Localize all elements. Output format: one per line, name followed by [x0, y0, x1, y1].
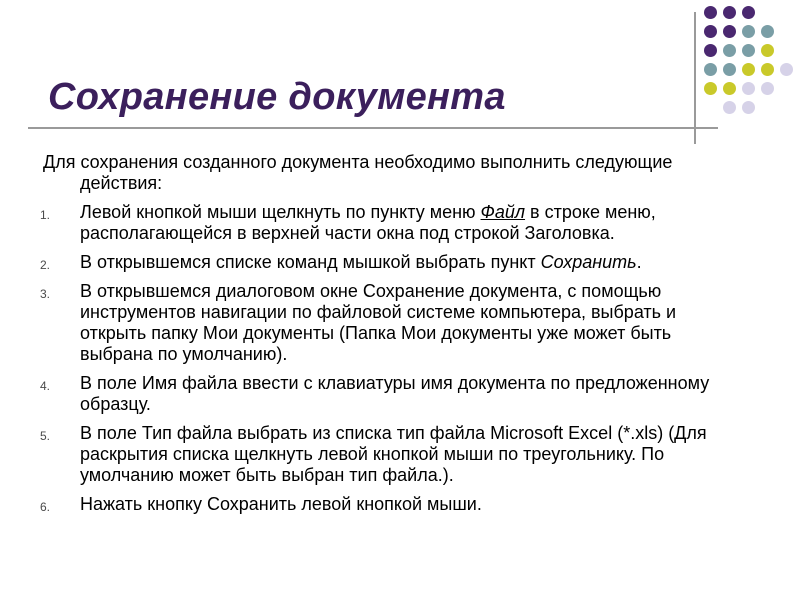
decorative-dot — [723, 82, 736, 95]
intro-text: Для сохранения созданного документа необходимо выполнить следующие действия: — [43, 152, 673, 193]
decorative-dot — [723, 25, 736, 38]
decorative-dot — [742, 63, 755, 76]
list-number: 5. — [40, 429, 51, 443]
decorative-dot — [704, 82, 717, 95]
decorative-dot — [704, 63, 717, 76]
save-command-term: Сохранить — [540, 252, 637, 272]
list-item — [40, 202, 740, 244]
decorative-dot — [723, 63, 736, 76]
list-item — [40, 281, 740, 365]
steps-list — [40, 202, 740, 515]
decorative-dot — [742, 101, 755, 114]
step-text: в строке меню, располагающейся в верхней части окна под строкой Заголовка. — [80, 202, 656, 243]
list-item — [40, 252, 740, 273]
decorative-dot — [704, 44, 717, 57]
decorative-dot — [761, 44, 774, 57]
decorative-dot — [742, 6, 755, 19]
list-item — [40, 494, 740, 515]
decorative-dot — [704, 25, 717, 38]
decorative-dot — [780, 63, 793, 76]
step-text: В поле Имя файла ввести с клавиатуры имя документа по предложенному образцу. — [80, 373, 710, 414]
decorative-dot — [742, 25, 755, 38]
step-text: . — [636, 252, 642, 272]
list-number: 6. — [40, 500, 51, 514]
list-number: 2. — [40, 258, 51, 272]
list-number: 4. — [40, 379, 51, 393]
list-number: 3. — [40, 287, 51, 301]
step-text: Левой кнопкой мыши щелкнуть по пункту меню — [80, 202, 481, 222]
decorative-dot — [723, 6, 736, 19]
decorative-dot — [723, 101, 736, 114]
list-number: 1. — [40, 208, 51, 222]
decorative-dot — [704, 6, 717, 19]
decorative-dot — [761, 63, 774, 76]
list-item — [40, 373, 740, 415]
vertical-divider — [694, 12, 696, 144]
decorative-dot — [723, 44, 736, 57]
slide-body — [40, 152, 740, 523]
menu-file-term: Файл — [480, 202, 526, 222]
step-text: Нажать кнопку Сохранить левой кнопкой мыши. — [80, 494, 482, 514]
decorative-dot — [742, 44, 755, 57]
decorative-dot — [761, 25, 774, 38]
step-text: В поле Тип файла выбрать из списка тип файла Microsoft Excel (*.xls) (Для раскрытия списка щелкнуть левой кнопкой мыши по треугольнику. По умолчанию может быть выбран тип файла.). — [80, 423, 707, 485]
slide-title: Сохранение документа — [48, 76, 506, 118]
list-item — [40, 423, 740, 486]
horizontal-divider — [28, 127, 718, 129]
step-text: В открывшемся списке команд мышкой выбрать пункт — [80, 252, 541, 272]
decorative-dot — [761, 82, 774, 95]
step-text: В открывшемся диалоговом окне Сохранение документа, с помощью инструментов навигации по файловой системе компьютера, выбрать и открыть папку Мои документы (Папка Мои документы уже может быть выбрана по умолчанию). — [80, 281, 677, 364]
decorative-dot — [742, 82, 755, 95]
